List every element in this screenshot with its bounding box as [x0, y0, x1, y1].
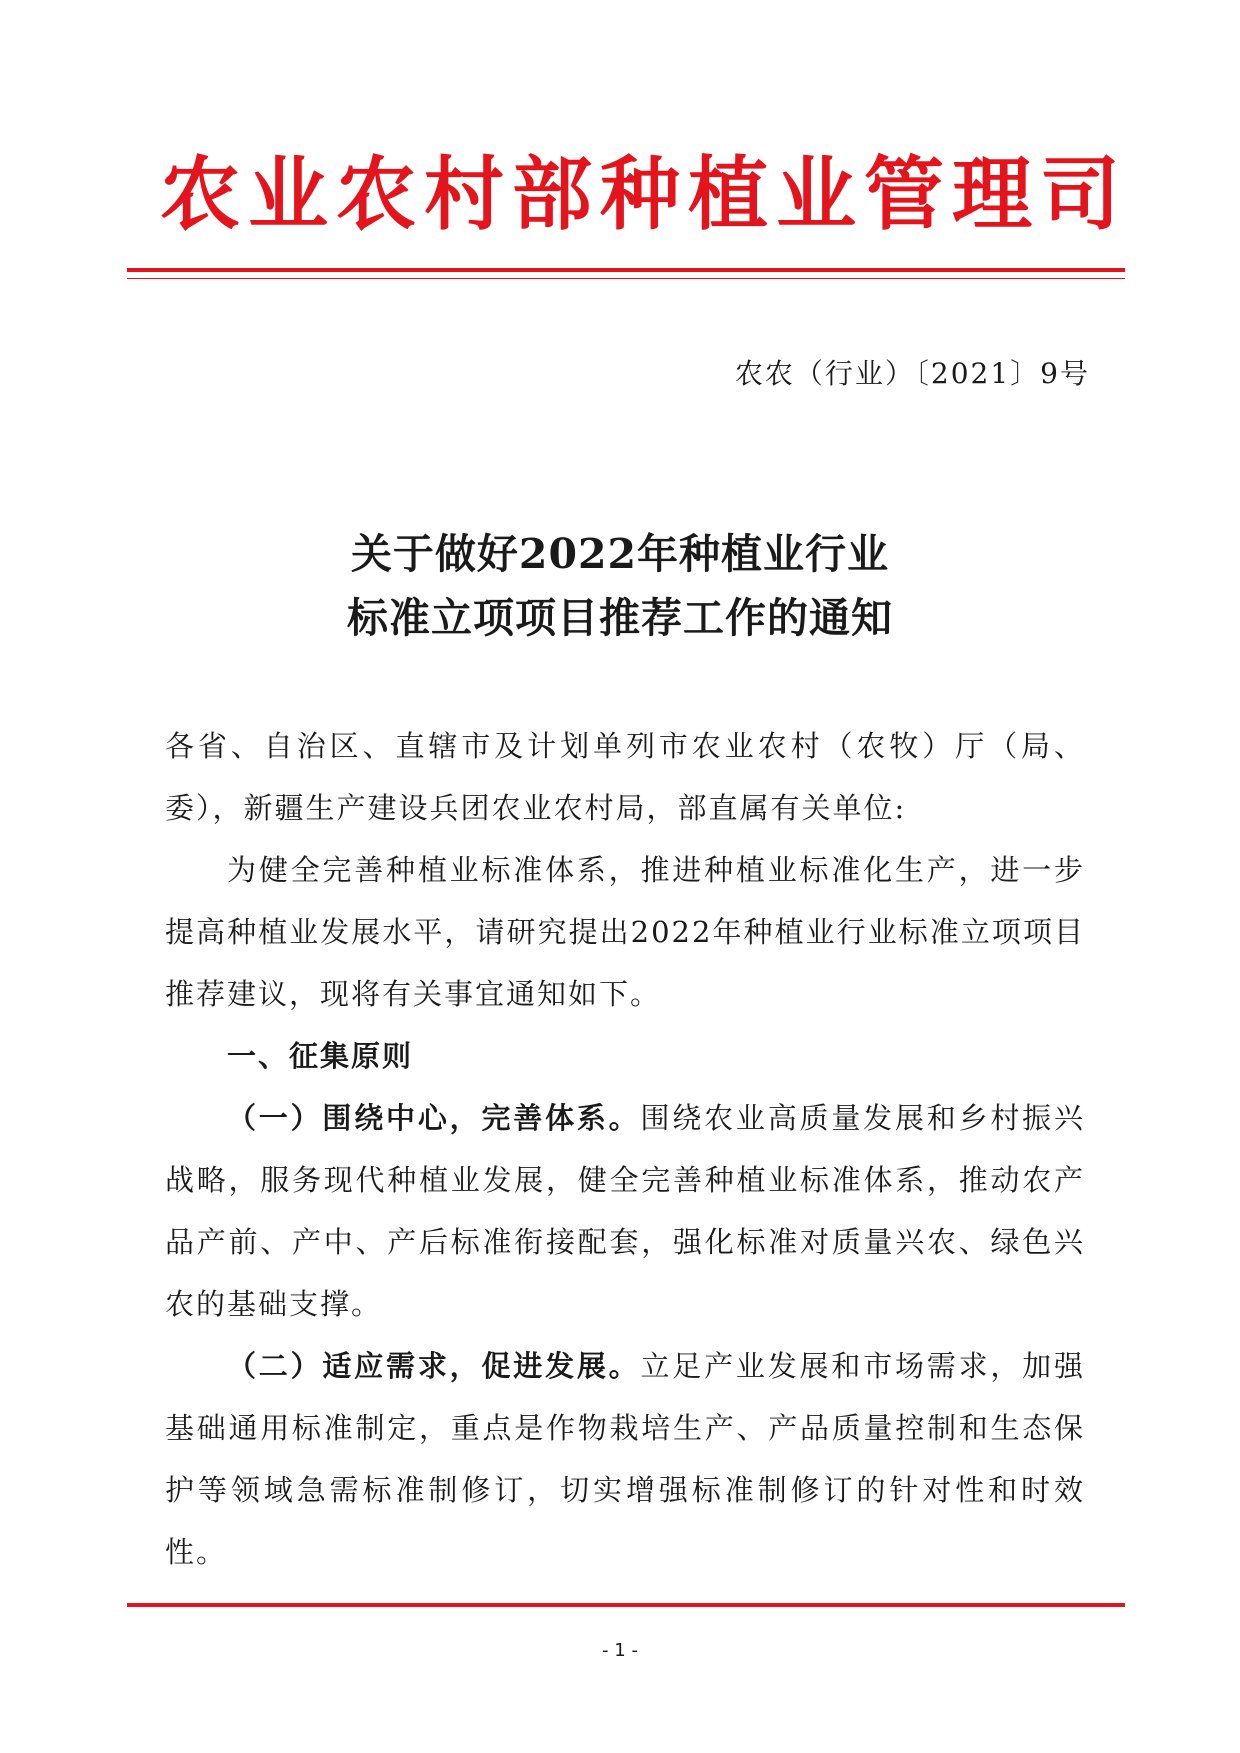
document-number: 农农（行业）〔2021〕9号: [734, 357, 1090, 390]
section-heading: 一、征集原则: [227, 1039, 414, 1073]
document-body: [165, 715, 1085, 1583]
footer-red-rule: [127, 1603, 1125, 1607]
intro-paragraph: 为健全完善种植业标准体系，推进种植业标准化生产，进一步提高种植业发展水平，请研究提出2022年种植业行业标准立项项目推荐建议，现将有关事宜通知如下。: [165, 853, 1085, 1011]
page-number: - 1 -: [602, 1640, 638, 1661]
principle-paragraph-2: [165, 1335, 1085, 1583]
letterhead-red-rule: [127, 268, 1125, 272]
document-title-line-1: 关于做好2022年种植业行业: [350, 530, 890, 578]
principle-text-2: 立足产业发展和市场需求，加强基础通用标准制定，重点是作物栽培生产、产品质量控制和生态保护等领域急需标准制修订，切实增强标准制修订的针对性和时效性。: [165, 1349, 1085, 1569]
letterhead-organization: 农业农村部种植业管理司: [160, 148, 1128, 241]
principle-heading-1: （一）围绕中心，完善体系。: [227, 1101, 641, 1135]
principle-text-1: 围绕农业高质量发展和乡村振兴战略，服务现代种植业发展，健全完善种植业标准体系，推动农产品产前、产中、产后标准衔接配套，强化标准对质量兴农、绿色兴农的基础支撑。: [165, 1101, 1085, 1321]
letterhead-red-rule-thin: [127, 278, 1125, 279]
document-title: [160, 522, 1080, 650]
principle-paragraph-1: [165, 1087, 1085, 1335]
document-title-line-2: 标准立项项目推荐工作的通知: [347, 594, 893, 642]
addressee-paragraph: 各省、自治区、直辖市及计划单列市农业农村（农牧）厅（局、委），新疆生产建设兵团农业农村局，部直属有关单位:: [165, 729, 1085, 825]
principle-heading-2: （二）适应需求，促进发展。: [227, 1349, 641, 1383]
